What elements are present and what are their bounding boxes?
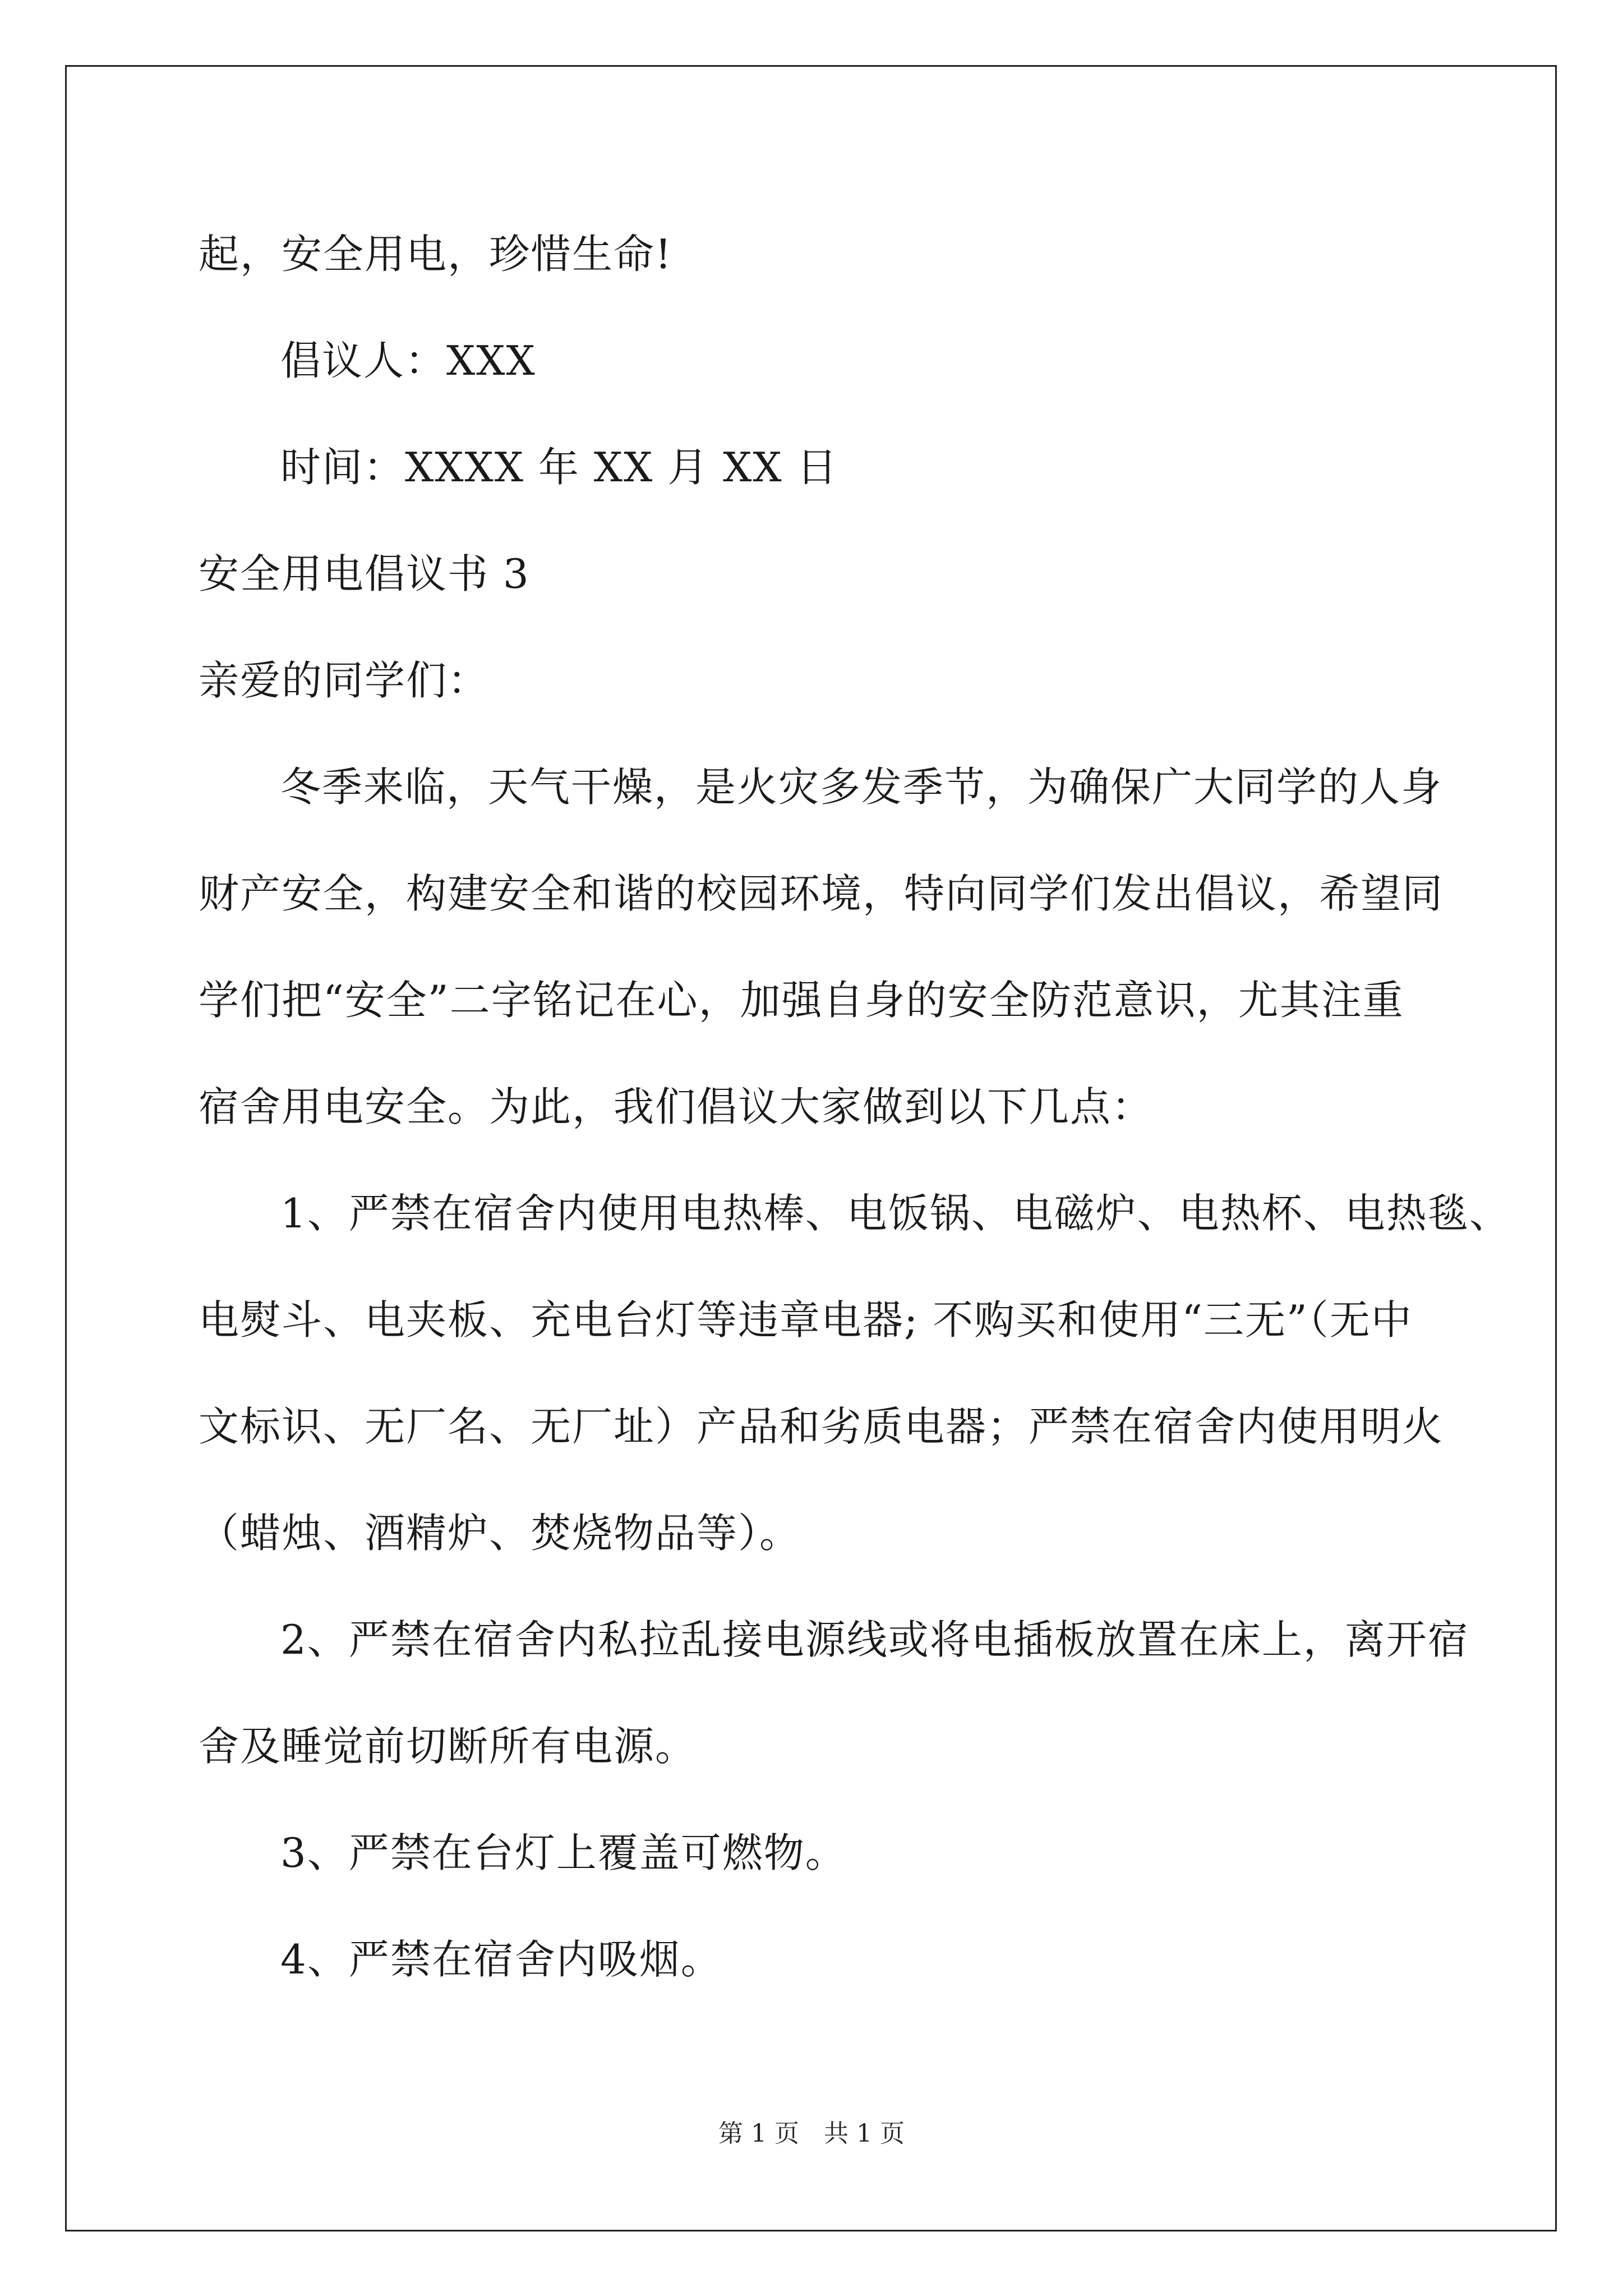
text-line: 电熨斗、电夹板、充电台灯等违章电器; 不购买和使用“三无”（无中 [199,1296,1413,1343]
list-item: 3、严禁在台灯上覆盖可燃物。 [280,1829,847,1876]
list-item: 1、严禁在宿舍内使用电热棒、电饭锅、电磁炉、电热杯、电热毯、 [280,1190,1511,1237]
text-line: 财产安全，构建安全和谐的校园环境，特向同学们发出倡议，希望同 [199,870,1444,917]
text-line: 倡议人：XXX [280,337,536,384]
text-line: 时间：XXXX 年 XX 月 XX 日 [280,444,838,491]
list-item: 2、严禁在宿舍内私拉乱接电源线或将电插板放置在床上，离开宿 [280,1616,1469,1663]
page-footer: 第 1 页 共 1 页 [718,2119,905,2148]
text-line: 冬季来临，天气干燥，是火灾多发季节，为确保广大同学的人身 [280,763,1443,811]
text-line: 宿舍用电安全。为此，我们倡议大家做到以下几点： [199,1083,1154,1130]
list-item: 4、严禁在宿舍内吸烟。 [280,1936,722,1983]
section-heading: 安全用电倡议书 3 [199,550,530,597]
text-line: 舍及睡觉前切断所有电源。 [199,1723,697,1770]
text-line: （蜡烛、酒精炉、焚烧物品等）。 [199,1510,801,1557]
salutation: 亲爱的同学们： [199,657,490,704]
text-line: 文标识、无厂名、无厂址）产品和劣质电器；严禁在宿舍内使用明火 [199,1403,1444,1450]
page-border [65,65,1557,2231]
text-line: 学们把“安全”二字铭记在心，加强自身的安全防范意识，尤其注重 [199,977,1404,1024]
text-line: 起，安全用电，珍惜生命! [199,231,672,278]
